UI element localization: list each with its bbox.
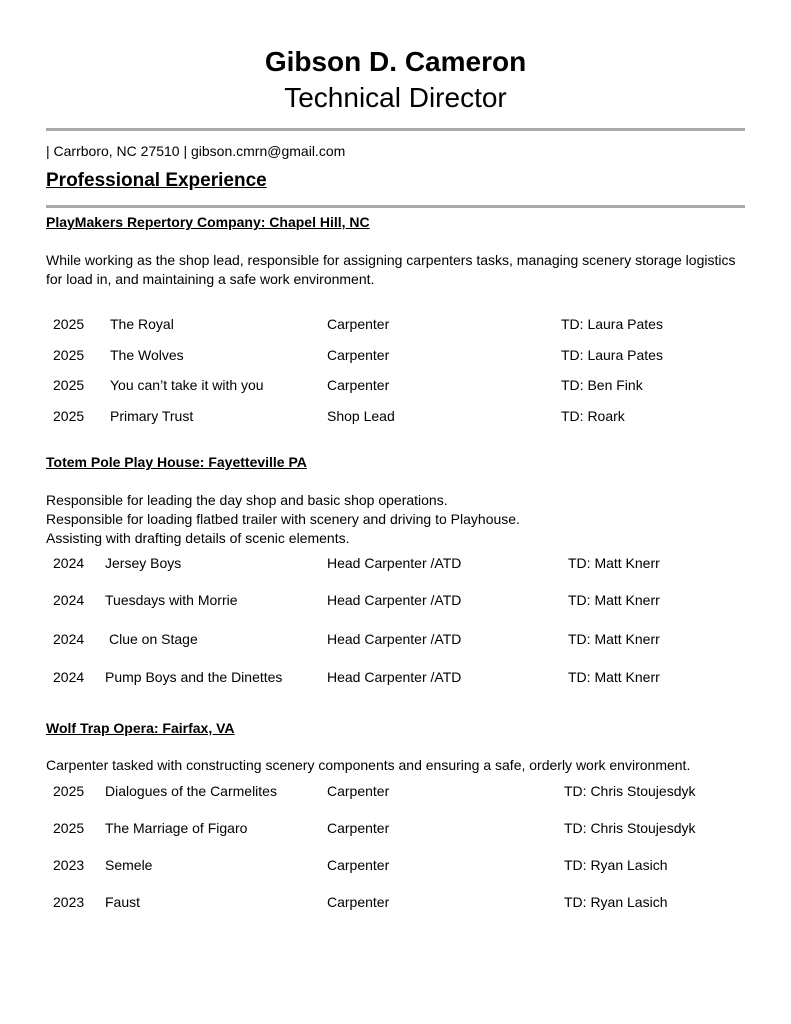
description-line: Carpenter tasked with constructing scenery components and ensuring a safe, orderly work environment. bbox=[46, 757, 691, 773]
credit-td: TD: Laura Pates bbox=[561, 347, 663, 363]
credit-td: TD: Chris Stoujesdyk bbox=[564, 820, 696, 836]
credit-td: TD: Matt Knerr bbox=[568, 555, 660, 571]
credit-row bbox=[0, 819, 791, 837]
credit-td: TD: Matt Knerr bbox=[568, 592, 660, 608]
credit-role: Shop Lead bbox=[327, 408, 395, 424]
credit-td: TD: Roark bbox=[561, 408, 625, 424]
credit-row bbox=[0, 315, 791, 333]
credit-row bbox=[0, 856, 791, 874]
employer-name: Totem Pole Play House: Fayetteville PA bbox=[46, 454, 307, 470]
credit-row bbox=[0, 346, 791, 364]
credit-year: 2025 bbox=[53, 347, 85, 363]
credit-year: 2025 bbox=[53, 820, 85, 836]
credit-year: 2025 bbox=[53, 408, 85, 424]
employer-description bbox=[46, 491, 746, 548]
credit-year: 2024 bbox=[53, 592, 85, 608]
credit-row bbox=[0, 376, 791, 394]
credit-role: Carpenter bbox=[327, 377, 390, 393]
credit-show: Clue on Stage bbox=[109, 631, 198, 647]
credit-show: Tuesdays with Morrie bbox=[105, 592, 238, 608]
credit-show: Dialogues of the Carmelites bbox=[105, 783, 277, 799]
credit-role: Carpenter bbox=[327, 894, 390, 910]
credit-row bbox=[0, 893, 791, 911]
credit-role: Head Carpenter /ATD bbox=[327, 592, 462, 608]
credit-year: 2024 bbox=[53, 555, 85, 571]
credit-row bbox=[0, 554, 791, 572]
credit-year: 2025 bbox=[53, 316, 85, 332]
employer-name: Wolf Trap Opera: Fairfax, VA bbox=[46, 720, 235, 736]
credit-td: TD: Ryan Lasich bbox=[564, 857, 668, 873]
credit-show: Faust bbox=[105, 894, 141, 910]
credit-role: Head Carpenter /ATD bbox=[327, 631, 462, 647]
credit-role: Carpenter bbox=[327, 783, 390, 799]
credit-td: TD: Laura Pates bbox=[561, 316, 663, 332]
description-line: Responsible for leading the day shop and basic shop operations. bbox=[46, 492, 448, 508]
credit-show: Primary Trust bbox=[110, 408, 194, 424]
credit-year: 2024 bbox=[53, 631, 85, 647]
employer-description bbox=[46, 756, 746, 775]
credit-role: Carpenter bbox=[327, 347, 390, 363]
applicant-title: Technical Director bbox=[284, 82, 507, 113]
applicant-name: Gibson D. Cameron bbox=[264, 46, 527, 77]
description-line: While working as the shop lead, responsible for assigning carpenters tasks, managing scenery storage logistics for load in, and maintaining a safe work environment. bbox=[46, 252, 736, 287]
section-title: Professional Experience bbox=[46, 170, 267, 191]
credit-show: The Royal bbox=[110, 316, 174, 332]
credit-show: Pump Boys and the Dinettes bbox=[105, 669, 283, 685]
credit-year: 2023 bbox=[53, 894, 85, 910]
section-divider bbox=[46, 205, 745, 208]
credit-year: 2023 bbox=[53, 857, 85, 873]
credit-td: TD: Ryan Lasich bbox=[564, 894, 668, 910]
credit-role: Carpenter bbox=[327, 857, 390, 873]
credit-row bbox=[0, 668, 791, 686]
credit-show: The Marriage of Figaro bbox=[105, 820, 248, 836]
credit-td: TD: Matt Knerr bbox=[568, 669, 660, 685]
credit-row bbox=[0, 591, 791, 609]
credit-year: 2025 bbox=[53, 377, 85, 393]
credit-td: TD: Ben Fink bbox=[561, 377, 643, 393]
credit-row bbox=[0, 407, 791, 425]
employer-description bbox=[46, 251, 746, 289]
credit-show: The Wolves bbox=[110, 347, 184, 363]
description-line: Responsible for loading flatbed trailer with scenery and driving to Playhouse. bbox=[46, 511, 520, 527]
credit-role: Carpenter bbox=[327, 820, 390, 836]
credit-td: TD: Chris Stoujesdyk bbox=[564, 783, 696, 799]
credit-td: TD: Matt Knerr bbox=[568, 631, 660, 647]
credit-role: Carpenter bbox=[327, 316, 390, 332]
credit-role: Head Carpenter /ATD bbox=[327, 555, 462, 571]
credit-year: 2025 bbox=[53, 783, 85, 799]
credit-show: Semele bbox=[105, 857, 153, 873]
credit-show: Jersey Boys bbox=[105, 555, 182, 571]
contact-line: | Carrboro, NC 27510 | gibson.cmrn@gmail.com bbox=[46, 143, 346, 159]
credit-year: 2024 bbox=[53, 669, 85, 685]
employer-name: PlayMakers Repertory Company: Chapel Hill, NC bbox=[46, 214, 370, 230]
header-divider bbox=[46, 128, 745, 131]
credit-row bbox=[0, 630, 791, 648]
credit-row bbox=[0, 782, 791, 800]
credit-show: You can’t take it with you bbox=[110, 377, 264, 393]
description-line: Assisting with drafting details of scenic elements. bbox=[46, 530, 350, 546]
credit-role: Head Carpenter /ATD bbox=[327, 669, 462, 685]
